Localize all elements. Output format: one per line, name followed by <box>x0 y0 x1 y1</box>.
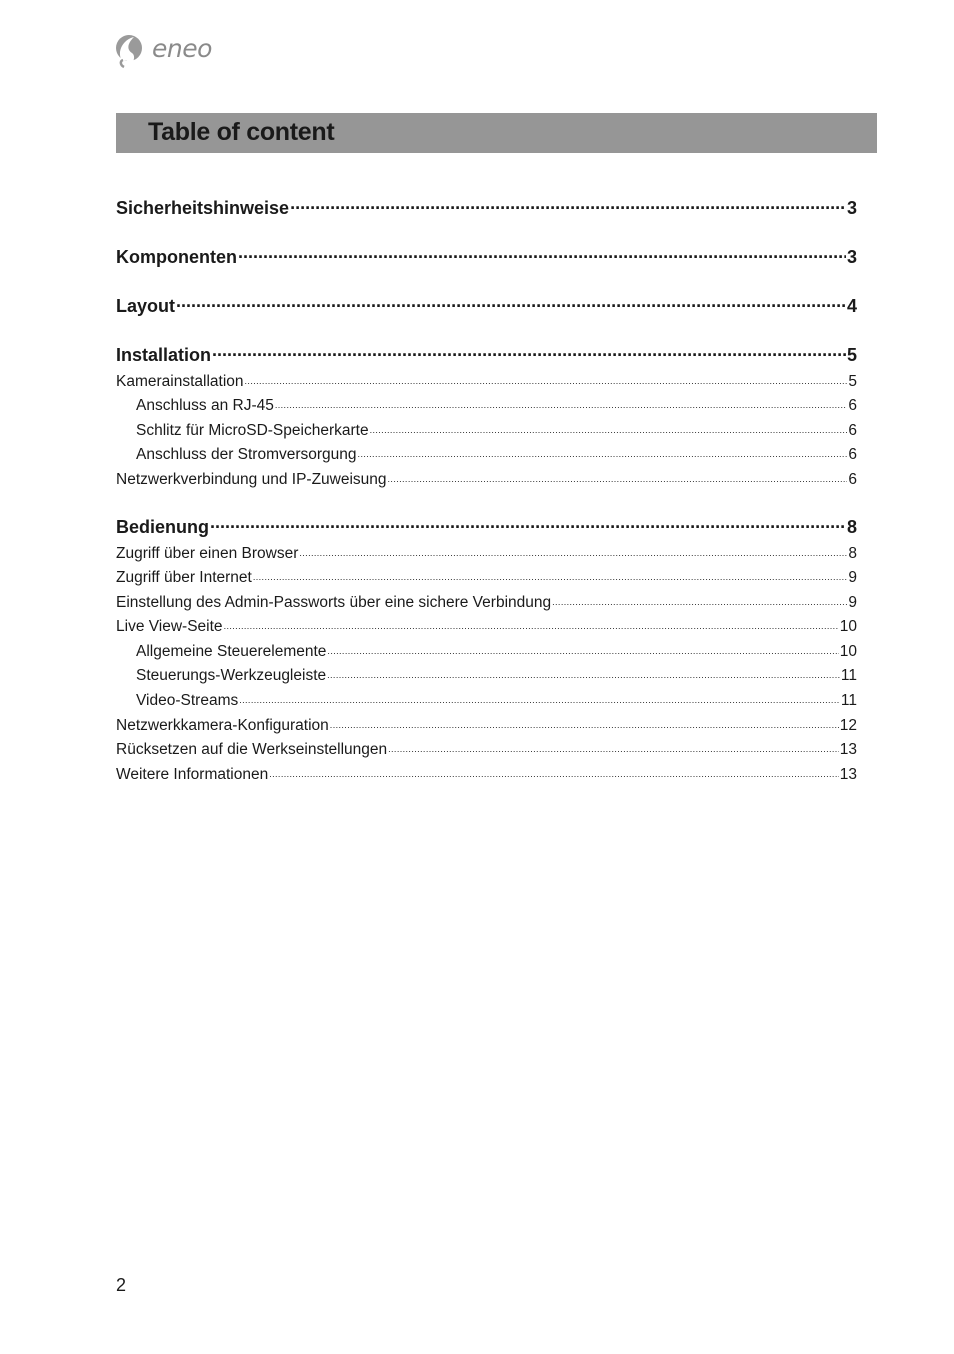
toc-entry-page: 3 <box>846 198 857 218</box>
page-title: Table of content <box>148 118 335 146</box>
toc-entry-title: Anschluss an RJ-45 <box>136 396 274 414</box>
eneo-swirl-logo-icon <box>114 31 148 71</box>
toc-entry-title: Einstellung des Admin-Passworts über eine sichere Verbindung <box>116 593 552 611</box>
toc-entry-page: 3 <box>846 247 857 267</box>
toc-entry[interactable] <box>116 419 857 441</box>
eneo-logo <box>114 30 212 72</box>
toc-entry[interactable] <box>116 343 857 367</box>
toc-entry[interactable] <box>116 689 857 711</box>
toc-entry-title: Anschluss der Stromversorgung <box>136 445 357 463</box>
toc-entry-page: 6 <box>848 421 857 439</box>
toc-entry-page: 4 <box>846 296 857 316</box>
toc-entry[interactable] <box>116 245 857 269</box>
toc-entry-page: 13 <box>839 765 857 783</box>
toc-leader-dots <box>275 394 848 410</box>
logo-wordmark: eneo <box>152 33 212 63</box>
toc-entry-title: Netzwerkkamera-Konfiguration <box>116 716 329 734</box>
toc-entry-page: 6 <box>848 445 857 463</box>
toc-entry[interactable] <box>116 566 857 588</box>
toc-entry[interactable] <box>116 763 857 785</box>
toc-leader-dots <box>224 615 839 631</box>
toc-entry-page: 5 <box>846 345 857 365</box>
toc-leader-dots <box>290 196 846 214</box>
toc-entry-page: 9 <box>848 568 857 586</box>
toc-leader-dots <box>210 515 846 533</box>
toc-entry-page: 9 <box>848 593 857 611</box>
toc-entry-title: Video-Streams <box>136 691 239 709</box>
toc-entry-title: Rücksetzen auf die Werkseinstellungen <box>116 740 388 758</box>
toc-entry-page: 8 <box>846 517 857 537</box>
toc-entry-title: Kamerainstallation <box>116 372 244 390</box>
toc-leader-dots <box>245 370 848 386</box>
toc-entry-title: Weitere Informationen <box>116 765 269 783</box>
toc-entry-title: Komponenten <box>116 247 237 267</box>
toc-entry[interactable] <box>116 443 857 465</box>
toc-entry[interactable] <box>116 294 857 318</box>
toc-entry-title: Installation <box>116 345 212 365</box>
toc-entry-title: Steuerungs-Werkzeugleiste <box>136 666 327 684</box>
toc-leader-dots <box>299 542 847 558</box>
toc-leader-dots <box>253 566 848 582</box>
toc-entry[interactable] <box>116 664 857 686</box>
toc-entry-page: 6 <box>848 396 857 414</box>
toc-entry-title: Live View-Seite <box>116 617 223 635</box>
toc-entry-title: Layout <box>116 296 176 316</box>
toc-leader-dots <box>552 591 847 607</box>
toc-leader-dots <box>358 443 848 459</box>
toc-leader-dots <box>370 419 848 435</box>
toc-entry-title: Sicherheitshinweise <box>116 198 290 218</box>
toc-entry-page: 11 <box>840 691 857 709</box>
toc-leader-dots <box>388 738 839 754</box>
toc-entry-title: Zugriff über einen Browser <box>116 544 299 562</box>
toc-entry[interactable] <box>116 615 857 637</box>
toc-entry[interactable] <box>116 738 857 760</box>
toc-leader-dots <box>327 664 840 680</box>
toc-entry-page: 13 <box>839 740 857 758</box>
toc-entry-title: Zugriff über Internet <box>116 568 252 586</box>
toc-entry-page: 12 <box>839 716 857 734</box>
toc-leader-dots <box>239 689 840 705</box>
toc-entry[interactable] <box>116 542 857 564</box>
toc-entry-page: 8 <box>848 544 857 562</box>
toc-leader-dots <box>269 763 839 779</box>
toc-entry[interactable] <box>116 515 857 539</box>
toc-entry-page: 11 <box>840 666 857 684</box>
toc-leader-dots <box>327 640 838 656</box>
title-bar <box>116 113 877 153</box>
toc-leader-dots <box>212 343 846 361</box>
toc-entry-page: 5 <box>848 372 857 390</box>
toc-leader-dots <box>238 245 846 263</box>
toc-leader-dots <box>388 468 848 484</box>
toc-entry-title: Netzwerkverbindung und IP-Zuweisung <box>116 470 387 488</box>
toc-entry[interactable] <box>116 394 857 416</box>
toc-entry[interactable] <box>116 468 857 490</box>
toc-entry[interactable] <box>116 591 857 613</box>
toc-leader-dots <box>176 294 846 312</box>
toc-entry-title: Bedienung <box>116 517 209 537</box>
toc-entry-page: 10 <box>839 617 857 635</box>
toc-entry[interactable] <box>116 714 857 736</box>
page-number: 2 <box>116 1275 127 1295</box>
toc-leader-dots <box>330 714 839 730</box>
toc-entry-page: 10 <box>839 642 857 660</box>
toc-entry[interactable] <box>116 370 857 392</box>
toc-entry-title: Schlitz für MicroSD-Speicherkarte <box>136 421 369 439</box>
toc-entry-page: 6 <box>848 470 857 488</box>
toc-entry-title: Allgemeine Steuerelemente <box>136 642 327 660</box>
toc-entry[interactable] <box>116 196 857 220</box>
toc-entry[interactable] <box>116 640 857 662</box>
